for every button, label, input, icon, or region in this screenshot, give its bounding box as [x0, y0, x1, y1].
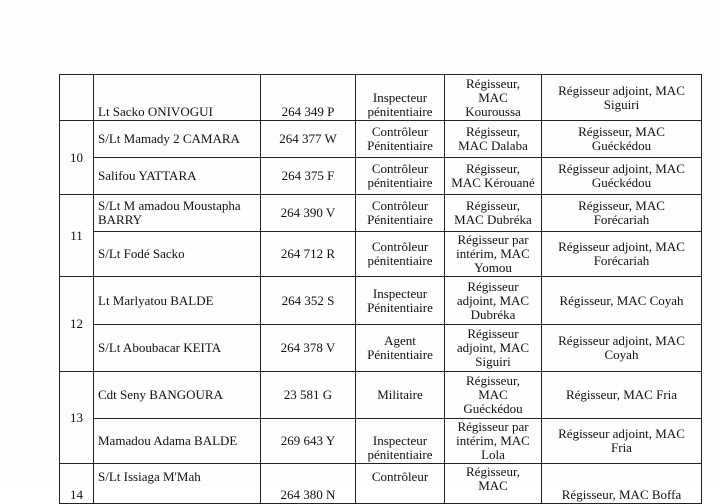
grade-cell: Contrôleur Pénitentiaire [356, 121, 445, 158]
name-cell: S/Lt Issiaga M'Mah [94, 464, 261, 504]
table-row [60, 325, 702, 372]
grade-cell: Contrôleur Pénitentiaire [356, 195, 445, 232]
name-cell [94, 75, 261, 121]
row-number-cell: 14 [60, 464, 94, 504]
table-row [60, 372, 702, 419]
former-post-cell: Régisseur, MAC Kouroussa [445, 75, 542, 121]
grade-cell: Inspecteur pénitentiaire [356, 419, 445, 464]
matricule-cell: 269 643 Y [261, 419, 356, 464]
former-post-cell: Régisseur, MAC Kérouané [445, 158, 542, 195]
name-cell: Salifou YATTARA [94, 158, 261, 195]
table-row [60, 464, 702, 504]
name-cell: S/Lt M amadou Moustapha BARRY [94, 195, 261, 232]
former-post-cell: Régisseur, MAC [445, 464, 542, 504]
matricule-cell: 264 380 N [261, 464, 356, 504]
former-post-cell: Régisseur adjoint, MAC Siguiri [445, 325, 542, 372]
table-row [60, 75, 702, 121]
matricule-cell: 264 712 R [261, 232, 356, 277]
row-number-cell [60, 75, 94, 121]
new-post-cell: Régisseur adjoint, MAC Guéckédou [542, 158, 702, 195]
grade-cell: Militaire [356, 372, 445, 419]
name-cell: S/Lt Fodé Sacko [94, 232, 261, 277]
table-row [60, 419, 702, 464]
new-post-cell: Régisseur, MAC Guéckédou [542, 121, 702, 158]
matricule-cell: 264 390 V [261, 195, 356, 232]
table-row [60, 121, 702, 158]
grade-cell: Agent Pénitentiaire [356, 325, 445, 372]
new-post-cell: Régisseur, MAC Coyah [542, 277, 702, 325]
table-row [60, 158, 702, 195]
matricule-cell: 23 581 G [261, 372, 356, 419]
grade-cell: Contrôleur pénitentiaire [356, 158, 445, 195]
new-post-cell: Régisseur, MAC Boffa [542, 464, 702, 504]
table-row [60, 277, 702, 325]
matricule-text: 264 349 P [281, 104, 335, 119]
new-post-cell: Régisseur adjoint, MAC Siguiri [542, 75, 702, 121]
grade-cell: Contrôleur pénitentiaire [356, 232, 445, 277]
matricule-cell: 264 378 V [261, 325, 356, 372]
name-text: Lt Sacko ONIVOGUI [98, 104, 213, 119]
name-cell: S/Lt Mamady 2 CAMARA [94, 121, 261, 158]
row-number-cell: 13 [60, 372, 94, 464]
new-post-cell: Régisseur, MAC Forécariah [542, 195, 702, 232]
grade-cell: Inspecteur Pénitentiaire [356, 277, 445, 325]
former-post-cell: Régisseur adjoint, MAC Dubréka [445, 277, 542, 325]
row-number-cell: 10 [60, 121, 94, 195]
name-cell: Lt Marlyatou BALDE [94, 277, 261, 325]
new-post-cell: Régisseur adjoint, MAC Coyah [542, 325, 702, 372]
former-post-cell: Régisseur, MAC Dubréka [445, 195, 542, 232]
table-row [60, 232, 702, 277]
new-post-cell: Régisseur adjoint, MAC Fria [542, 419, 702, 464]
grade-cell: Contrôleur [356, 464, 445, 504]
former-post-cell: Régisseur, MAC Dalaba [445, 121, 542, 158]
new-post-cell: Régisseur, MAC Fria [542, 372, 702, 419]
name-cell: Mamadou Adama BALDE [94, 419, 261, 464]
row-number-cell: 11 [60, 195, 94, 277]
matricule-cell: 264 377 W [261, 121, 356, 158]
name-cell: S/Lt Aboubacar KEITA [94, 325, 261, 372]
table-row [60, 195, 702, 232]
grade-cell: Inspecteur pénitentiaire [356, 75, 445, 121]
matricule-cell: 264 375 F [261, 158, 356, 195]
assignment-table [59, 74, 702, 504]
matricule-cell: 264 352 S [261, 277, 356, 325]
former-post-cell: Régisseur, MAC Guéckédou [445, 372, 542, 419]
matricule-cell [261, 75, 356, 121]
former-post-cell: Régisseur par intérim, MAC Yomou [445, 232, 542, 277]
former-post-cell: Régisseur par intérim, MAC Lola [445, 419, 542, 464]
name-cell: Cdt Seny BANGOURA [94, 372, 261, 419]
row-number-cell: 12 [60, 277, 94, 372]
new-post-cell: Régisseur adjoint, MAC Forécariah [542, 232, 702, 277]
